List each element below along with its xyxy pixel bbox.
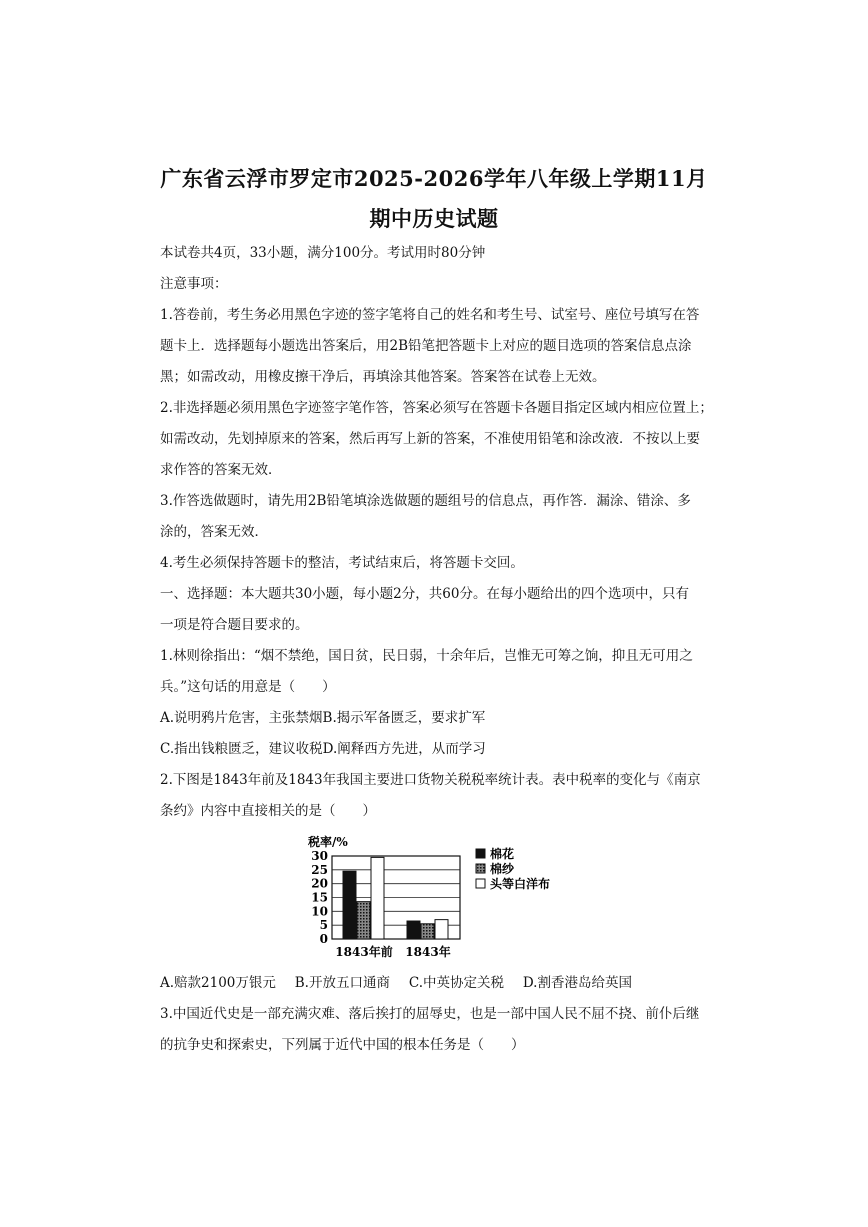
note-2-line-3: 求作答的答案无效． — [160, 462, 282, 478]
chart-y-axis-label: 税率/% — [308, 835, 348, 849]
chart-legend-swatch — [476, 879, 485, 888]
chart-bar — [421, 924, 434, 939]
chart-category-label: 1843年 — [405, 945, 451, 959]
chart-y-tick-label: 25 — [311, 862, 328, 877]
chart-bar — [357, 902, 370, 939]
chart-y-tick-label: 20 — [311, 876, 328, 891]
chart-bar — [435, 920, 448, 939]
note-1-line-3: 黑；如需改动，用橡皮擦干净后，再填涂其他答案。答案答在试卷上无效。 — [160, 369, 606, 385]
chart-category-label: 1843年前 — [335, 945, 393, 959]
note-4: 4.考生必须保持答题卡的整洁，考试结束后，将答题卡交回。 — [160, 555, 524, 571]
chart-bar — [371, 857, 384, 939]
chart-legend-swatch — [476, 849, 485, 858]
question-1-options-ab: A.说明鸦片危害，主张禁烟B.揭示军备匮乏，要求扩军 — [160, 710, 486, 726]
chart-legend-label: 棉花 — [490, 847, 515, 861]
chart-y-tick-label: 15 — [311, 890, 328, 905]
notes-heading: 注意事项： — [160, 276, 228, 292]
question-1-options-cd: C.指出钱粮匮乏，建议收税D.阐释西方先进，从而学习 — [160, 741, 486, 757]
chart-bar — [343, 871, 356, 939]
question-2-line-2: 条约》内容中直接相关的是（ ） — [160, 803, 376, 819]
chart-bar — [407, 921, 420, 939]
note-3-line-2: 涂的，答案无效． — [160, 524, 268, 540]
tariff-chart — [300, 834, 580, 964]
question-1-line-1: 1.林则徐指出：“烟不禁绝，国日贫，民日弱，十余年后，岂惟无可筹之饷，抑且无可用之 — [160, 648, 693, 664]
chart-legend-label: 头等白洋布 — [490, 877, 551, 891]
chart-legend-swatch — [476, 864, 485, 873]
question-2-options — [160, 974, 712, 992]
chart-y-tick-label: 30 — [311, 849, 328, 863]
note-1-line-2: 题卡上．选择题每小题选出答案后，用2B铅笔把答题卡上对应的题目选项的答案信息点涂 — [160, 338, 692, 354]
question-2-line-1: 2.下图是1843年前及1843年我国主要进口货物关税税率统计表。表中税率的变化与《南京 — [160, 772, 701, 788]
section-1-line-1: 一、选择题：本大题共30小题，每小题2分，共60分。在每小题给出的四个选项中，只有 — [160, 586, 689, 602]
note-2-line-1: 2.非选择题必须用黑色字迹签字笔作答，答案必须写在答题卡各题目指定区域内相应位置上； — [160, 400, 713, 416]
question-3-line-2: 的抗争史和探索史，下列属于近代中国的根本任务是（ ） — [160, 1037, 525, 1053]
question-2-option-d: D.割香港岛给英国 — [522, 975, 632, 991]
note-3-line-1: 3.作答选做题时，请先用2B铅笔填涂选做题的题组号的信息点，再作答．漏涂、错涂、多 — [160, 493, 691, 509]
question-3-line-1: 3.中国近代史是一部充满灾难、落后挨打的屈辱史，也是一部中国人民不屈不挠、前仆后继 — [160, 1006, 700, 1022]
chart-y-tick-label: 0 — [319, 932, 328, 946]
exam-title-line2: 期中历史试题 — [369, 206, 499, 231]
exam-title-line1: 广东省云浮市罗定市2025-2026学年八年级上学期11月 — [160, 166, 708, 191]
question-2-option-a: A.赔款2100万银元 — [160, 975, 276, 991]
question-1-line-2: 兵。”这句话的用意是（ ） — [160, 679, 336, 695]
section-1-line-2: 一项是符合题目要求的。 — [160, 617, 309, 633]
note-1-line-1: 1.答卷前，考生务必用黑色字迹的签字笔将自己的姓名和考生号、试室号、座位号填写在答 — [160, 307, 700, 323]
question-2-option-b: B.开放五口通商 — [294, 975, 390, 991]
exam-intro: 本试卷共4页，33小题，满分100分。考试用时80分钟 — [160, 245, 486, 261]
chart-y-tick-label: 10 — [311, 904, 328, 919]
note-2-line-2: 如需改动，先划掉原来的答案，然后再写上新的答案，不准使用铅笔和涂改液．不按以上要 — [160, 431, 700, 447]
tariff-chart-svg — [300, 834, 580, 964]
question-2-option-c: C.中英协定关税 — [408, 975, 504, 991]
chart-y-tick-label: 5 — [319, 918, 328, 933]
chart-legend-label: 棉纱 — [490, 862, 515, 876]
